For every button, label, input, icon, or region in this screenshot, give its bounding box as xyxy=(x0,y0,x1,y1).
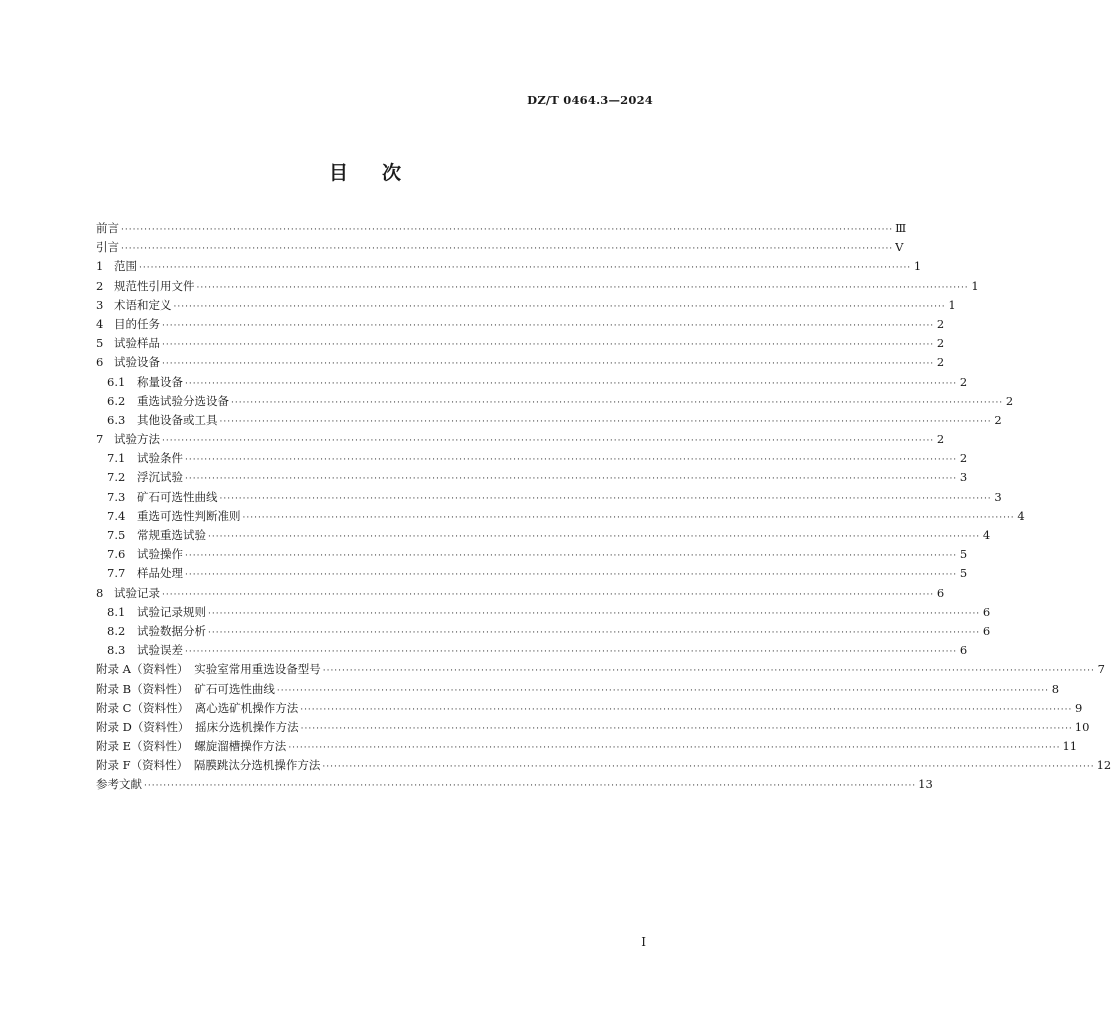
toc-entry[interactable] xyxy=(96,392,1014,411)
toc-entry-label: 附录 B（资料性） 矿石可选性曲线 xyxy=(96,681,275,696)
toc-entry[interactable] xyxy=(96,603,991,622)
toc-entry[interactable] xyxy=(96,411,1002,430)
toc-entry-number: 7.7 xyxy=(107,566,126,581)
toc-entry[interactable] xyxy=(96,315,945,334)
toc-entry-page: 6 xyxy=(936,585,945,600)
toc-entry-label: 附录 C（资料性） 离心选矿机操作方法 xyxy=(96,700,299,715)
toc-dot-leader: ········································································································································································································ xyxy=(185,474,958,485)
toc-entry-page: 10 xyxy=(1074,719,1090,734)
toc-entry-label: 试验操作 xyxy=(137,547,183,562)
toc-entry[interactable] xyxy=(96,507,1025,526)
toc-entry-number: 8.3 xyxy=(107,643,126,658)
toc-entry-label: 重选可选性判断准则 xyxy=(137,508,241,523)
toc-dot-leader: ········································································································································································································ xyxy=(162,340,935,351)
toc-entry-number: 6.2 xyxy=(107,393,126,408)
toc-entry[interactable] xyxy=(96,353,945,372)
toc-entry-number: 8.2 xyxy=(107,623,126,638)
toc-entry-number: 2 xyxy=(96,278,104,293)
toc-entry[interactable] xyxy=(96,488,1002,507)
toc-entry-page: 6 xyxy=(982,623,991,638)
toc-dot-leader: ········································································································································································································ xyxy=(322,666,1095,677)
toc-entry-label: 常规重选试验 xyxy=(137,528,206,542)
toc-entry-number: 6 xyxy=(96,355,104,370)
toc-entry[interactable] xyxy=(96,219,907,238)
toc-entry-label: 引言 xyxy=(96,240,119,255)
toc-entry-number: 8 xyxy=(96,585,104,600)
toc-entry-label: 附录 F（资料性） 隔膜跳汰分选机操作方法 xyxy=(96,758,321,773)
toc-dot-leader: ········································································································································································································ xyxy=(219,493,992,504)
toc-entry-page: 2 xyxy=(959,451,968,466)
toc-entry-page: 2 xyxy=(936,432,945,447)
toc-entry[interactable] xyxy=(96,775,933,794)
toc-entry-page: 2 xyxy=(994,412,1002,427)
toc-entry-label: 试验误差 xyxy=(137,643,183,658)
toc-entry-label: 矿石可选性曲线 xyxy=(137,489,218,504)
toc-entry-number: 3 xyxy=(96,297,104,312)
toc-entry-number: 7.3 xyxy=(107,489,126,504)
toc-entry-number: 6.3 xyxy=(107,412,126,427)
toc-entry-page: Ⅲ xyxy=(895,221,907,235)
toc-entry-label: 规范性引用文件 xyxy=(114,278,195,293)
toc-entry[interactable] xyxy=(96,334,945,353)
toc-entry-label: 附录 E（资料性） 螺旋溜槽操作方法 xyxy=(96,739,287,754)
toc-dot-leader: ········································································································································································································ xyxy=(185,455,958,466)
toc-dot-leader: ········································································································································································································ xyxy=(185,570,958,581)
toc-dot-leader: ········································································································································································································ xyxy=(139,263,912,274)
toc-dot-leader: ········································································································································································································ xyxy=(219,416,992,427)
toc-entry-label: 范围 xyxy=(114,259,137,274)
toc-dot-leader: ········································································································································································································ xyxy=(185,378,958,389)
toc-entry[interactable] xyxy=(96,622,991,641)
toc-entry[interactable] xyxy=(96,296,956,315)
toc-entry[interactable] xyxy=(96,468,968,487)
toc-entry[interactable] xyxy=(96,449,968,468)
toc-entry-page: 5 xyxy=(959,547,968,562)
toc-entry-number: 7.5 xyxy=(107,528,126,542)
toc-entry[interactable] xyxy=(96,641,968,660)
toc-entry-label: 附录 D（资料性） 摇床分选机操作方法 xyxy=(96,719,299,734)
toc-entry-number: 7.2 xyxy=(107,470,126,485)
toc-entry-number: 1 xyxy=(96,259,104,274)
toc-dot-leader: ········································································································································································································ xyxy=(185,551,958,562)
standard-code: DZ/T 0464.3—2024 xyxy=(527,93,653,107)
toc-entry-number: 7.1 xyxy=(107,451,126,466)
toc-entry[interactable] xyxy=(96,737,1078,756)
toc-dot-leader: ········································································································································································································ xyxy=(231,397,1004,408)
toc-entry-number: 5 xyxy=(96,336,104,351)
toc-entry-number: 4 xyxy=(96,316,104,331)
toc-entry[interactable] xyxy=(96,680,1060,699)
toc-entry-page: 2 xyxy=(936,316,945,331)
toc-entry-label: 试验条件 xyxy=(137,451,183,466)
page-number: Ⅰ xyxy=(641,935,646,949)
toc-dot-leader: ········································································································································································································ xyxy=(196,282,969,293)
toc-entry-page: 3 xyxy=(994,489,1002,504)
toc-entry-page: 1 xyxy=(971,278,979,293)
toc-entry-label: 重选试验分选设备 xyxy=(137,393,229,408)
toc-dot-leader: ········································································································································································································ xyxy=(300,723,1073,734)
page-title: 目次 xyxy=(328,162,435,184)
toc-entry-label: 称量设备 xyxy=(137,374,183,389)
toc-entry-label: 样品处理 xyxy=(137,566,183,581)
toc-entry-page: 2 xyxy=(936,355,945,370)
toc-entry-page: 6 xyxy=(959,643,968,658)
toc-entry-number: 7.4 xyxy=(107,508,126,523)
toc-dot-leader: ········································································································································································································ xyxy=(162,359,935,370)
toc-dot-leader: ········································································································································································································ xyxy=(276,685,1050,696)
toc-dot-leader: ········································································································································································································ xyxy=(208,532,981,542)
toc-dot-leader: ········································································································································································································ xyxy=(173,301,946,312)
toc-entry-page: 2 xyxy=(959,374,968,389)
toc-entry-page: 9 xyxy=(1075,700,1083,715)
toc-entry-page: 4 xyxy=(982,528,991,542)
toc-dot-leader: ········································································································································································································ xyxy=(162,320,935,331)
toc-entry-number: 6.1 xyxy=(107,374,126,389)
toc-entry-label: 试验记录 xyxy=(114,585,160,600)
toc-entry-number: 7 xyxy=(96,432,104,447)
toc-entry-label: 目的任务 xyxy=(114,316,160,331)
toc-entry-page: 1 xyxy=(948,297,956,312)
toc-dot-leader: ········································································································································································································ xyxy=(208,627,981,638)
toc-dot-leader: ········································································································································································································ xyxy=(144,781,917,792)
toc-entry-page: 4 xyxy=(1017,508,1025,523)
toc-entry-number: 8.1 xyxy=(107,604,126,619)
toc-entry[interactable] xyxy=(96,756,1111,775)
toc-dot-leader: ········································································································································································································ xyxy=(162,436,935,447)
toc-entry[interactable] xyxy=(96,526,991,545)
toc-entry-page: 2 xyxy=(1005,393,1014,408)
toc-entry-label: 试验数据分析 xyxy=(137,623,206,638)
toc-entry-label: 术语和定义 xyxy=(114,297,172,312)
toc-entry-page: 13 xyxy=(918,777,933,792)
toc-entry-page: 12 xyxy=(1096,758,1111,773)
toc-entry-label: 参考文献 xyxy=(96,777,142,792)
toc-dot-leader: ········································································································································································································ xyxy=(300,704,1073,715)
toc-entry[interactable] xyxy=(96,277,979,296)
toc-entry[interactable] xyxy=(96,660,1105,679)
toc-entry-label: 前言 xyxy=(96,221,119,235)
toc-entry-label: 试验记录规则 xyxy=(137,604,206,619)
toc-dot-leader: ········································································································································································································ xyxy=(121,225,894,235)
toc-entry-page: Ⅴ xyxy=(895,240,904,255)
toc-entry[interactable] xyxy=(96,430,945,449)
toc-entry-label: 其他设备或工具 xyxy=(137,412,218,427)
toc-entry-page: 3 xyxy=(959,470,968,485)
toc-entry-label: 试验设备 xyxy=(114,355,160,370)
toc-entry[interactable] xyxy=(96,718,1090,737)
toc-entry-page: 11 xyxy=(1062,739,1078,754)
toc-entry-page: 6 xyxy=(982,604,991,619)
toc-dot-leader: ········································································································································································································ xyxy=(121,244,894,255)
toc-entry[interactable] xyxy=(96,564,968,583)
toc-entry-page: 8 xyxy=(1051,681,1060,696)
table-of-contents xyxy=(96,219,1111,795)
toc-entry-page: 5 xyxy=(959,566,968,581)
toc-entry-label: 试验样品 xyxy=(114,336,160,351)
toc-entry[interactable] xyxy=(96,373,968,392)
toc-entry-page: 1 xyxy=(913,259,922,274)
toc-dot-leader: ········································································································································································································ xyxy=(162,589,935,600)
toc-entry-page: 2 xyxy=(936,336,945,351)
toc-entry-number: 7.6 xyxy=(107,547,126,562)
toc-entry[interactable] xyxy=(96,545,968,564)
toc-entry-label: 试验方法 xyxy=(114,432,160,447)
toc-entry[interactable] xyxy=(96,699,1083,718)
toc-dot-leader: ········································································································································································································ xyxy=(185,647,958,658)
toc-entry-label: 浮沉试验 xyxy=(137,470,183,485)
toc-dot-leader: ········································································································································································································ xyxy=(322,762,1095,773)
toc-entry-label: 附录 A（资料性） 实验室常用重选设备型号 xyxy=(96,662,321,677)
toc-dot-leader: ········································································································································································································ xyxy=(208,608,981,619)
toc-entry[interactable] xyxy=(96,584,945,603)
toc-entry-page: 7 xyxy=(1097,662,1105,677)
toc-dot-leader: ········································································································································································································ xyxy=(288,743,1061,754)
toc-dot-leader: ········································································································································································································ xyxy=(242,512,1015,523)
toc-entry[interactable] xyxy=(96,257,922,276)
toc-entry[interactable] xyxy=(96,238,904,257)
